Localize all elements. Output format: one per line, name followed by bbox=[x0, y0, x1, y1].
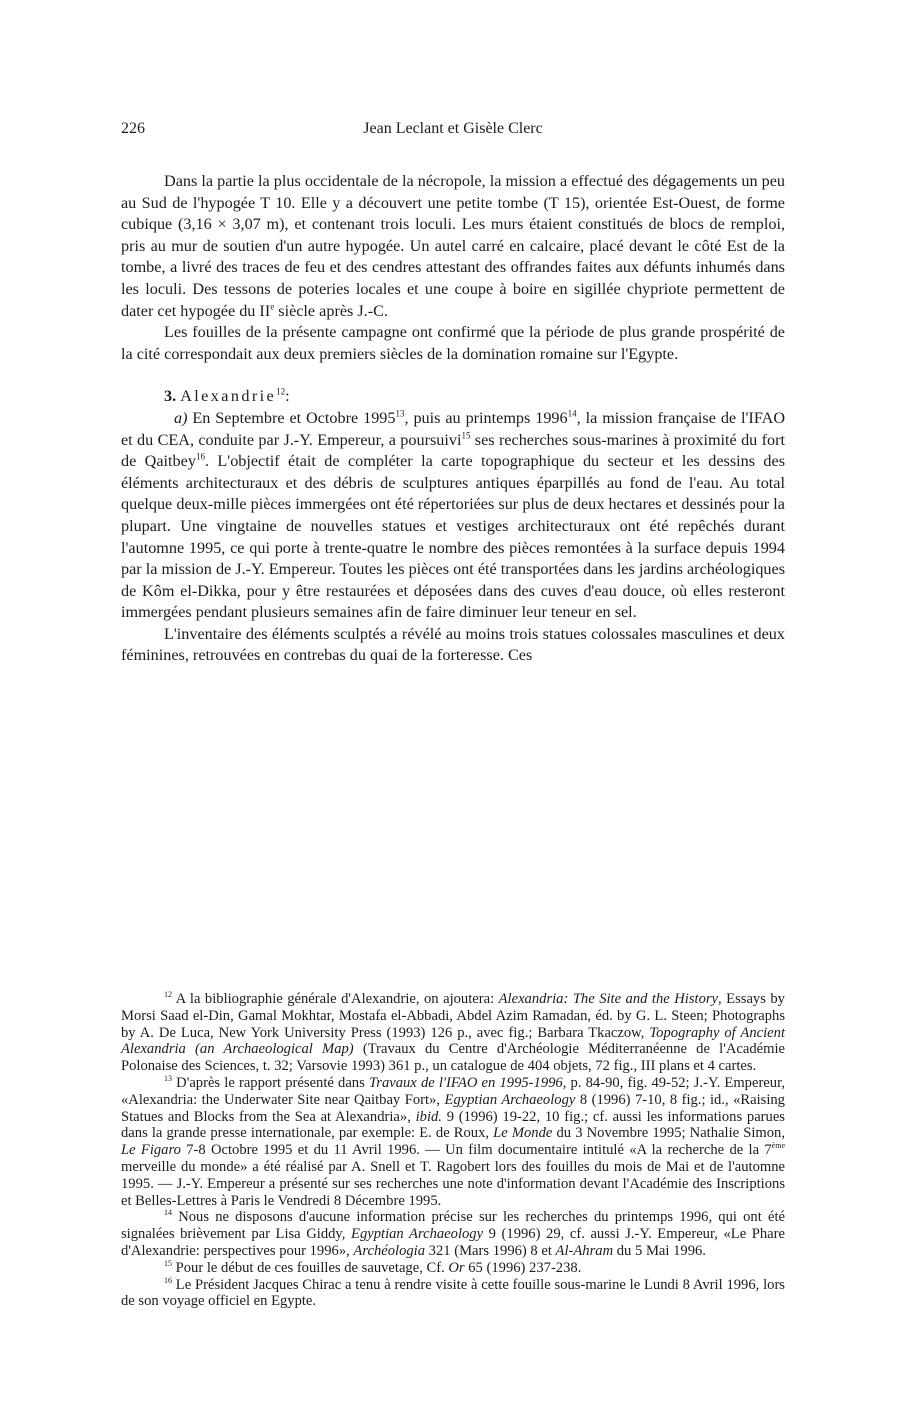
paragraph-inventaire: L'inventaire des éléments sculptés a révélé au moins trois statues colossales masculines et deux féminines, retrouvées en contrebas du quai de la forteresse. Ces bbox=[121, 624, 785, 665]
superscript: e bbox=[270, 301, 275, 312]
footnote-ref-12: 12 bbox=[276, 386, 286, 397]
footnote-ref-15: 15 bbox=[461, 430, 471, 441]
footnote-13: $^{13}$ D'après le rapport présenté dans Travaux de l'IFAO en 1995-1996, p. 84-90, fig. 49-52; J.-Y. Empereur, «Alexandria: the Underwater Site near Qaitbay Fort», Egyptian Archaeology 8 (1996) 7-10, 8 fig.; id., «Raising Statues and Blocks from the Sea at Alexandria», ibid. 9 (1996) 19-22, 10 fig.; cf. aussi les informations parues dans la grande presse internationale, par exemple: E. de Roux, Le Monde du 3 Novembre 1995; Nathalie Simon, Le Figaro 7-8 Octobre 1995 et du 11 Avril 1996. — Un film documentaire intitulé «A la recherche de la 7ème merveille du monde» a été réalisé par A. Snell et T. Ragobert lors des fouilles du mois de Mai et de l'automne 1995. — J.-Y. Empereur a présenté sur ses recherches une note d'information devant l'Académie des Inscriptions et Belles-Lettres à Paris le Vendredi 8 Décembre 1995. bbox=[121, 1074, 785, 1209]
footnote-ref-16: 16 bbox=[195, 451, 205, 462]
footnote-ref-13: 13 bbox=[395, 408, 405, 419]
footnote-12: $^{12}$ A la bibliographie générale d'Alexandrie, on ajoutera: Alexandria: The Site and the History, Essays by Morsi Saad el-Din, Gamal Mokhtar, Mostafa el-Abbadi, Abdel Azim Ramadan, éd. by G. L. Steen; Photographs by A. De Luca, New York University Press (1993) 126 p., avec fig.; Barbara Tkaczow, Topography of Ancient Alexandria (an Archaeological Map) (Travaux du Centre d'Archéologie Méditerranéenne de l'Académie Polonaise des Sciences, t. 32; Varsovie 1993) 361 p., un catalogue de 404 objets, 72 fig., III plans et 4 cartes. bbox=[121, 990, 786, 1075]
main-text bbox=[121, 171, 785, 667]
page-number: 226 bbox=[121, 120, 145, 137]
section-heading: 3. Alexandrie$^{12}$: bbox=[164, 386, 290, 406]
section-number: 3. bbox=[164, 387, 177, 406]
paragraph-fouilles-sous-marines: a) En Septembre et Octobre 1995$^{13}$, puis au printemps 1996$^{14}$, la mission française de l'IFAO et du CEA, conduite par J.-Y. Empereur, a poursuivi$^{15}$ ses recherches sous-marines à proximité du fort de Qaitbey$^{16}$. L'objectif était de compléter la carte topographique du secteur et les dessins des éléments architecturaux et des débris de sculptures antiques éparpillés au fond de l'eau. Au total quelque deux-mille pièces immergées ont été répertoriées sur plus de deux hectares et dessinés pour la plupart. Une vingtaine de nouvelles statues et vestiges architecturaux ont été repêchés durant l'automne 1995, ce qui porte à trente-quatre le nombre des pièces remontées à la surface depuis 1994 par la mission de J.-Y. Empereur. Toutes les pièces ont été transportées dans les jardins archéologiques de Kôm el-Dikka, pour y être restaurées et déposées dans des cuves d'eau douce, où elles resteront immergées pendant plusieurs semaines afin de faire diminuer leur teneur en sel. bbox=[121, 408, 786, 622]
footnotes bbox=[121, 991, 785, 1310]
item-label: a) bbox=[174, 408, 188, 427]
footnote-16: $^{16}$ Le Président Jacques Chirac a tenu à rendre visite à cette fouille sous-marine le Lundi 8 Avril 1996, lors de son voyage officiel en Egypte. bbox=[121, 1275, 785, 1310]
page-header bbox=[121, 118, 785, 140]
footnote-ref-14: 14 bbox=[567, 408, 577, 419]
footnote-15: $^{15}$ Pour le début de ces fouilles de sauvetage, Cf. Or 65 (1996) 237-238. bbox=[164, 1258, 582, 1276]
running-title: Jean Leclant et Gisèle Clerc bbox=[363, 120, 543, 137]
paragraph-necropole: Dans la partie la plus occidentale de la nécropole, la mission a effectué des dégagements un peu au Sud de l'hypogée T 10. Elle y a découvert une petite tombe (T 15), orientée Est-Ouest, de forme cubique (3,16 × 3,07 m), et contenant trois loculi. Les murs étaient constitués de blocs de remploi, pris au mur de soutien d'un autre hypogée. Un autel carré en calcaire, placé devant le côté Est de la tombe, a livré des traces de feu et des cendres attestant des offrandes faites aux défunts inhumés dans les loculi. Des tessons de poteries locales et une coupe à boire en sigillée chypriote permettent de dater cet hypogée du IIe siècle après J.-C. bbox=[121, 172, 785, 320]
paragraph-prosperite: Les fouilles de la présente campagne ont confirmé que la période de plus grande prospérité de la cité correspondait aux deux premiers siècles de la domination romaine sur l'Egypte. bbox=[121, 323, 785, 363]
section-title: Alexandrie bbox=[180, 387, 277, 406]
footnote-14: $^{14}$ Nous ne disposons d'aucune information précise sur les recherches du printemps 1996, qui ont été signalées brièvement par Lisa Giddy, Egyptian Archaeology 9 (1996) 29, cf. aussi J.-Y. Empereur, «Le Phare d'Alexandrie: perspectives pour 1996», Archéologia 321 (Mars 1996) 8 et Al-Ahram du 5 Mai 1996. bbox=[121, 1208, 785, 1259]
